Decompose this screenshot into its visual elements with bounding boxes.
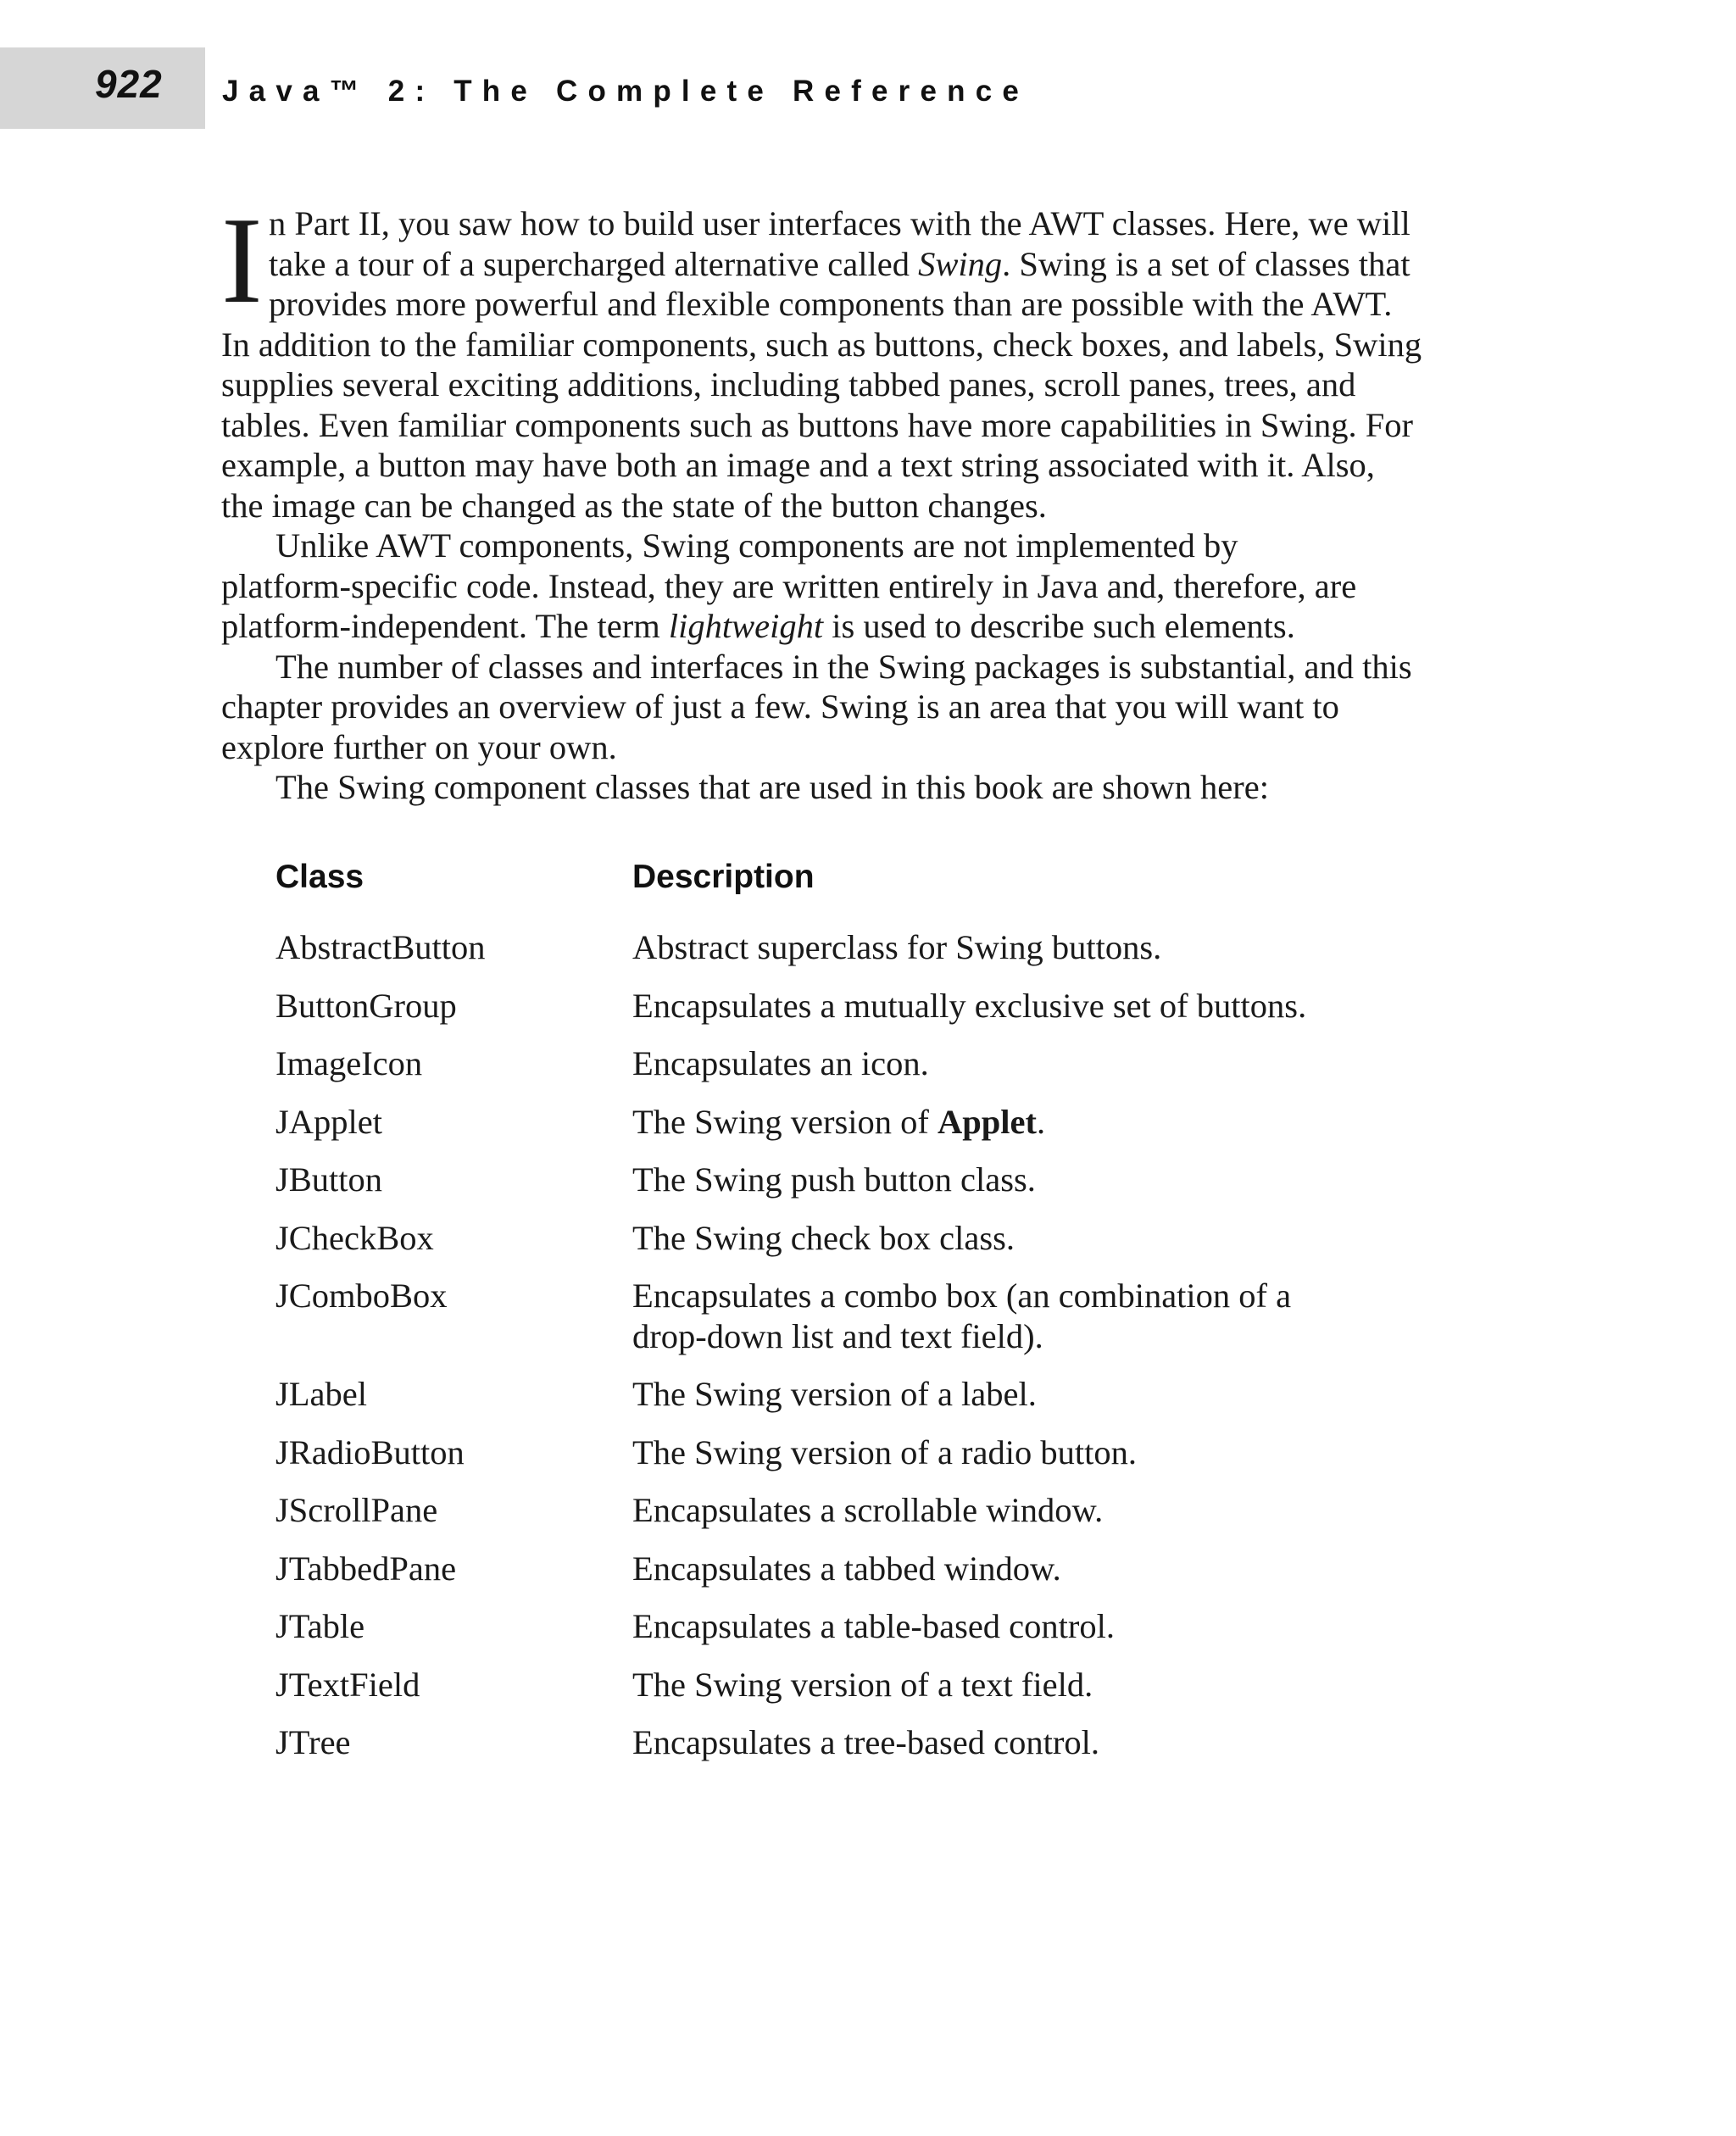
class-name: ImageIcon (275, 1044, 423, 1082)
class-description: Encapsulates a mutually exclusive set of buttons. (632, 986, 1307, 1025)
page-number: 922 (95, 62, 163, 106)
table-row (275, 1160, 1530, 1218)
class-name: JComboBox (275, 1277, 448, 1315)
para2-line-3 (221, 606, 1527, 647)
para4-line-1: The Swing component classes that are used in this book are shown here: (275, 768, 1269, 806)
para3-line-3: explore further on your own. (221, 727, 617, 766)
table-row (275, 1490, 1530, 1549)
class-name: ButtonGroup (275, 986, 457, 1025)
table-row (275, 1549, 1530, 1607)
table-row (275, 1722, 1530, 1781)
intro-line-7: example, a button may have both an image and a text string associated with it. Also, (221, 446, 1375, 484)
table-row (275, 1276, 1530, 1374)
class-description: The Swing version of a radio button. (632, 1432, 1138, 1471)
class-name: JTree (275, 1723, 351, 1761)
applet-class-term: Applet (937, 1102, 1037, 1141)
class-description: The Swing check box class. (632, 1218, 1015, 1257)
class-description: Encapsulates a table-based control. (632, 1607, 1116, 1645)
para2-line-2: platform-specific code. Instead, they are written entirely in Java and, therefore, are (221, 566, 1357, 605)
class-name: JTabbedPane (275, 1549, 457, 1588)
table-header-class: Class (275, 859, 364, 895)
table-row (275, 1665, 1530, 1723)
class-name: JApplet (275, 1102, 382, 1141)
class-table (275, 927, 1530, 1781)
para3-line-2: chapter provides an overview of just a few. Swing is an area that you will want to (221, 687, 1339, 726)
intro-line-3: provides more powerful and flexible components than are possible with the AWT. (269, 285, 1393, 323)
class-name: JCheckBox (275, 1218, 434, 1257)
table-row (275, 1102, 1530, 1160)
class-description (632, 1276, 1395, 1374)
class-description: Encapsulates a tree-based control. (632, 1723, 1100, 1761)
class-description (632, 1102, 1395, 1160)
class-description: Abstract superclass for Swing buttons. (632, 928, 1162, 966)
class-name: AbstractButton (275, 928, 486, 966)
table-row (275, 927, 1530, 986)
para2-line-3-rest: is used to describe such elements. (823, 607, 1295, 645)
drop-cap: I (221, 192, 263, 329)
table-row (275, 1432, 1530, 1491)
class-description: Encapsulates a scrollable window. (632, 1491, 1104, 1529)
intro-line-4: In addition to the familiar components, such as buttons, check boxes, and labels, Swing (221, 325, 1422, 364)
applet-desc-period: . (1036, 1102, 1046, 1141)
table-row (275, 1043, 1530, 1102)
class-description: The Swing version of a text field. (632, 1665, 1093, 1704)
class-name: JScrollPane (275, 1491, 438, 1529)
class-description: Encapsulates an icon. (632, 1044, 929, 1082)
class-description-line-2: drop-down list and text field). (632, 1316, 1043, 1355)
applet-desc-text: The Swing version of (632, 1102, 938, 1141)
intro-line-2-text: take a tour of a supercharged alternative called (269, 244, 919, 283)
intro-line-2 (221, 244, 1527, 285)
intro-line-6: tables. Even familiar components such as buttons have more capabilities in Swing. For (221, 405, 1413, 444)
swing-term: Swing (918, 244, 1003, 283)
intro-line-2-rest: . Swing is a set of classes that (1002, 244, 1410, 283)
para3-line-1: The number of classes and interfaces in the Swing packages is substantial, and this (275, 647, 1412, 686)
class-description: Encapsulates a tabbed window. (632, 1549, 1061, 1588)
table-row (275, 986, 1530, 1044)
class-name: JTable (275, 1607, 365, 1645)
class-description-line-1: Encapsulates a combo box (an combination of a (632, 1277, 1292, 1315)
lightweight-term: lightweight (668, 607, 824, 645)
running-header-title: Java™ 2: The Complete Reference (222, 75, 1030, 108)
class-name: JLabel (275, 1375, 367, 1413)
intro-line-1: n Part II, you saw how to build user interfaces with the AWT classes. Here, we will (269, 204, 1410, 242)
class-name: JRadioButton (275, 1432, 465, 1471)
intro-line-5: supplies several exciting additions, including tabbed panes, scroll panes, trees, and (221, 365, 1356, 403)
para2-line-1: Unlike AWT components, Swing components are not implemented by (275, 526, 1238, 565)
para2-line-3-text: platform-independent. The term (221, 607, 669, 645)
table-header-description: Description (632, 859, 815, 895)
class-description: The Swing version of a label. (632, 1375, 1037, 1413)
table-row (275, 1374, 1530, 1432)
table-row (275, 1218, 1530, 1277)
body-text (221, 192, 1527, 808)
class-name: JTextField (275, 1665, 420, 1704)
class-name: JButton (275, 1160, 383, 1199)
class-description: The Swing push button class. (632, 1160, 1036, 1199)
intro-line-8: the image can be changed as the state of the button changes. (221, 486, 1047, 525)
table-row (275, 1606, 1530, 1665)
